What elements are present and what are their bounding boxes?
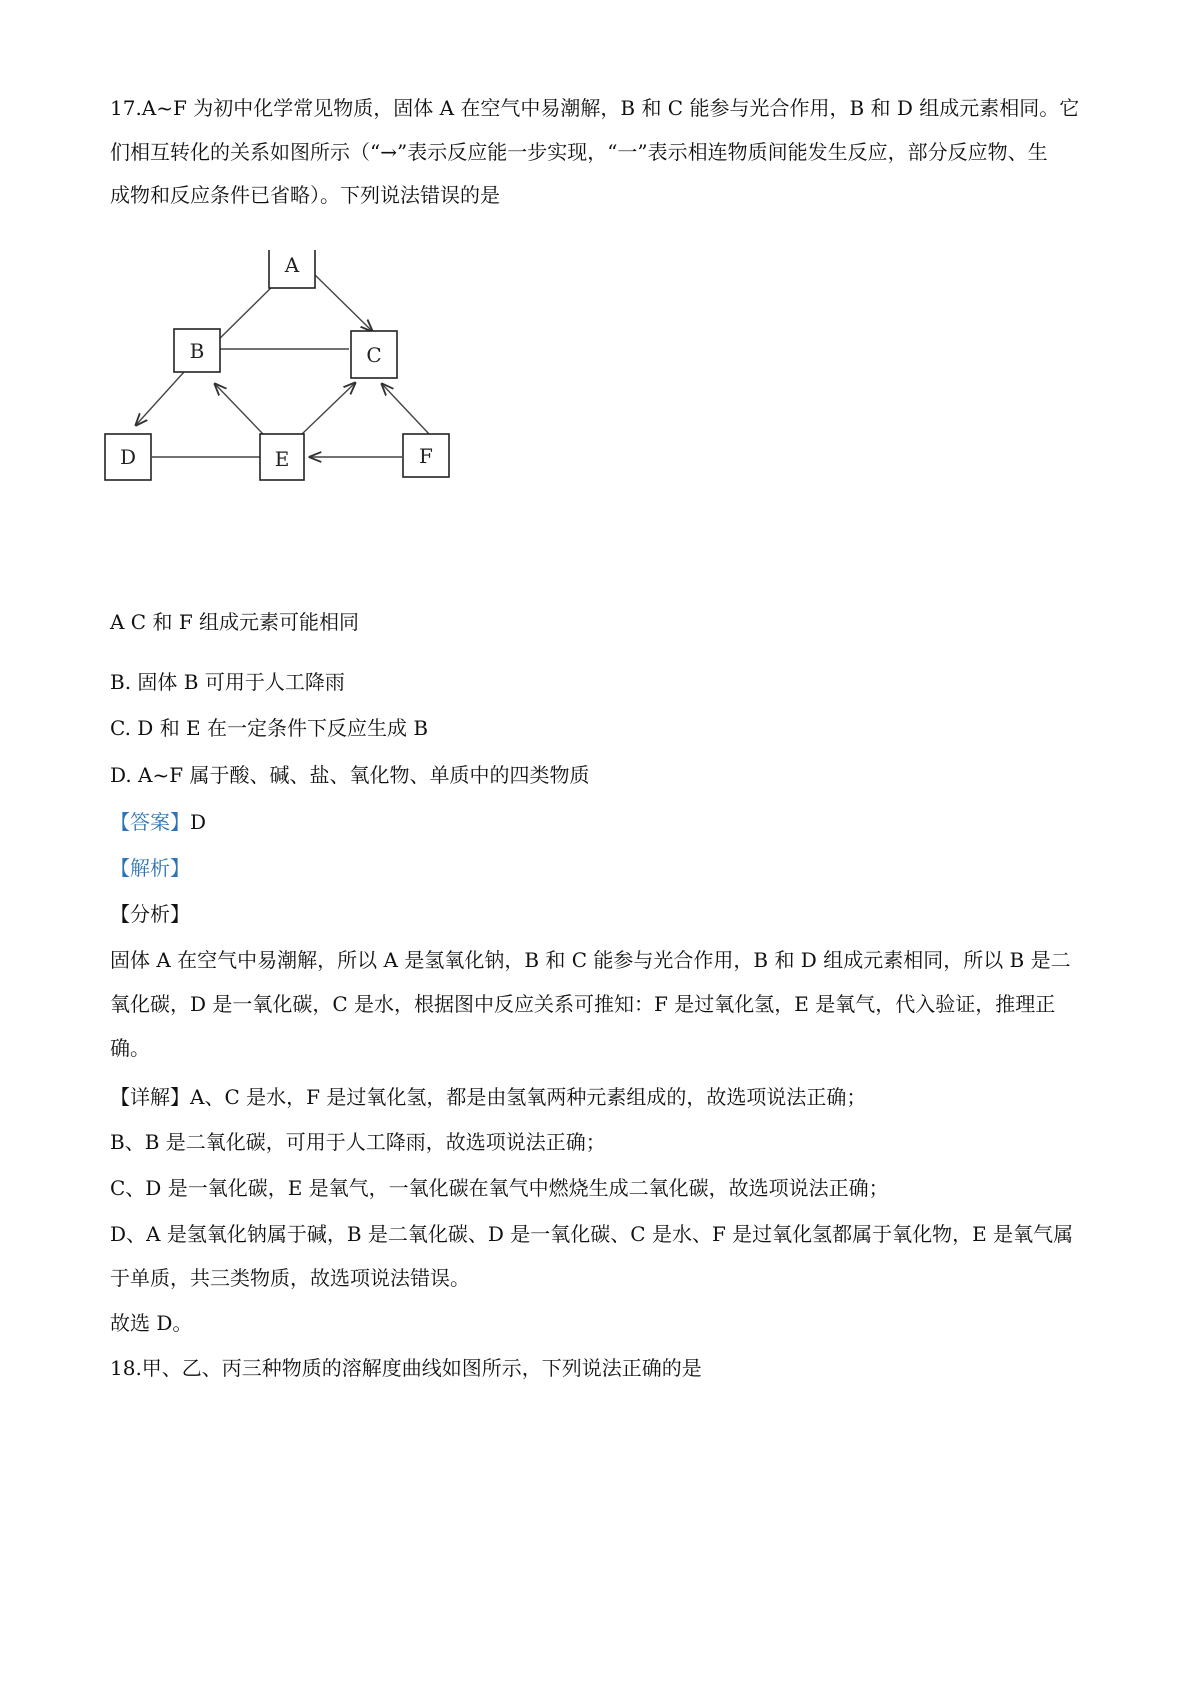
detail-line-5: 于单质，共三类物质，故选项说法错误。 <box>110 1266 470 1290</box>
reaction-relationship-diagram <box>100 250 500 540</box>
edge-e-to-c-arrow <box>302 383 355 434</box>
detail-line-2: B、B 是二氧化碳，可用于人工降雨，故选项说法正确； <box>110 1130 606 1154</box>
q17-option-d: D. A~F 属于酸、碱、盐、氧化物、单质中的四类物质 <box>110 763 590 787</box>
node-e-label: E <box>274 447 290 471</box>
detail-line-1: 【详解】A、C 是水，F 是过氧化氢，都是由氢氧两种元素组成的，故选项说法正确； <box>110 1085 867 1109</box>
fenxi-label: 【分析】 <box>110 902 190 926</box>
edge-b-to-d-arrow <box>136 372 184 425</box>
fenxi-line-1: 固体 A 在空气中易潮解，所以 A 是氢氧化钠，B 和 C 能参与光合作用，B 和 D 组成元素相同，所以 B 是二 <box>110 948 1071 972</box>
answer-line <box>110 807 1100 837</box>
q17-option-b: B. 固体 B 可用于人工降雨 <box>110 670 345 694</box>
edge-a-to-c-arrow <box>314 274 372 331</box>
node-d-label: D <box>119 445 137 469</box>
q17-option-a: A C 和 F 组成元素可能相同 <box>110 610 360 634</box>
q17-conclusion: 故选 D。 <box>110 1311 193 1335</box>
edge-e-to-b-arrow <box>215 384 263 434</box>
node-a-label: A <box>284 253 300 277</box>
edge-f-to-c-arrow <box>382 384 430 435</box>
q17-stem-line-1: 17.A~F 为初中化学常见物质，固体 A 在空气中易潮解，B 和 C 能参与光合作用，B 和 D 组成元素相同。它 <box>110 96 1080 120</box>
node-c-label: C <box>366 343 382 367</box>
fenxi-line-3: 确。 <box>110 1036 150 1060</box>
analysis-label: 【解析】 <box>110 856 190 880</box>
answer-label: 【答案】 <box>110 810 190 834</box>
node-f-label: F <box>419 444 433 468</box>
detail-line-4: D、A 是氢氧化钠属于碱，B 是二氧化碳、D 是一氧化碳、C 是水、F 是过氧化氢都属于氧化物，E 是氧气属 <box>110 1222 1074 1246</box>
detail-line-3: C、D 是一氧化碳，E 是氧气，一氧化碳在氧气中燃烧生成二氧化碳，故选项说法正确； <box>110 1176 889 1200</box>
q17-stem-line-2: 们相互转化的关系如图所示（“→”表示反应能一步实现，“一”表示相连物质间能发生反应，部分反应物、生 <box>110 140 1048 164</box>
q17-stem-line-3: 成物和反应条件已省略）。下列说法错误的是 <box>110 183 500 207</box>
q18-stem: 18.甲、乙、丙三种物质的溶解度曲线如图所示，下列说法正确的是 <box>110 1356 702 1380</box>
q17-option-c: C. D 和 E 在一定条件下反应生成 B <box>110 716 429 740</box>
node-b-label: B <box>189 339 205 363</box>
answer-value: D <box>190 810 207 834</box>
fenxi-line-2: 氧化碳，D 是一氧化碳，C 是水，根据图中反应关系可推知：F 是过氧化氢，E 是氧气，代入验证，推理正 <box>110 992 1056 1016</box>
